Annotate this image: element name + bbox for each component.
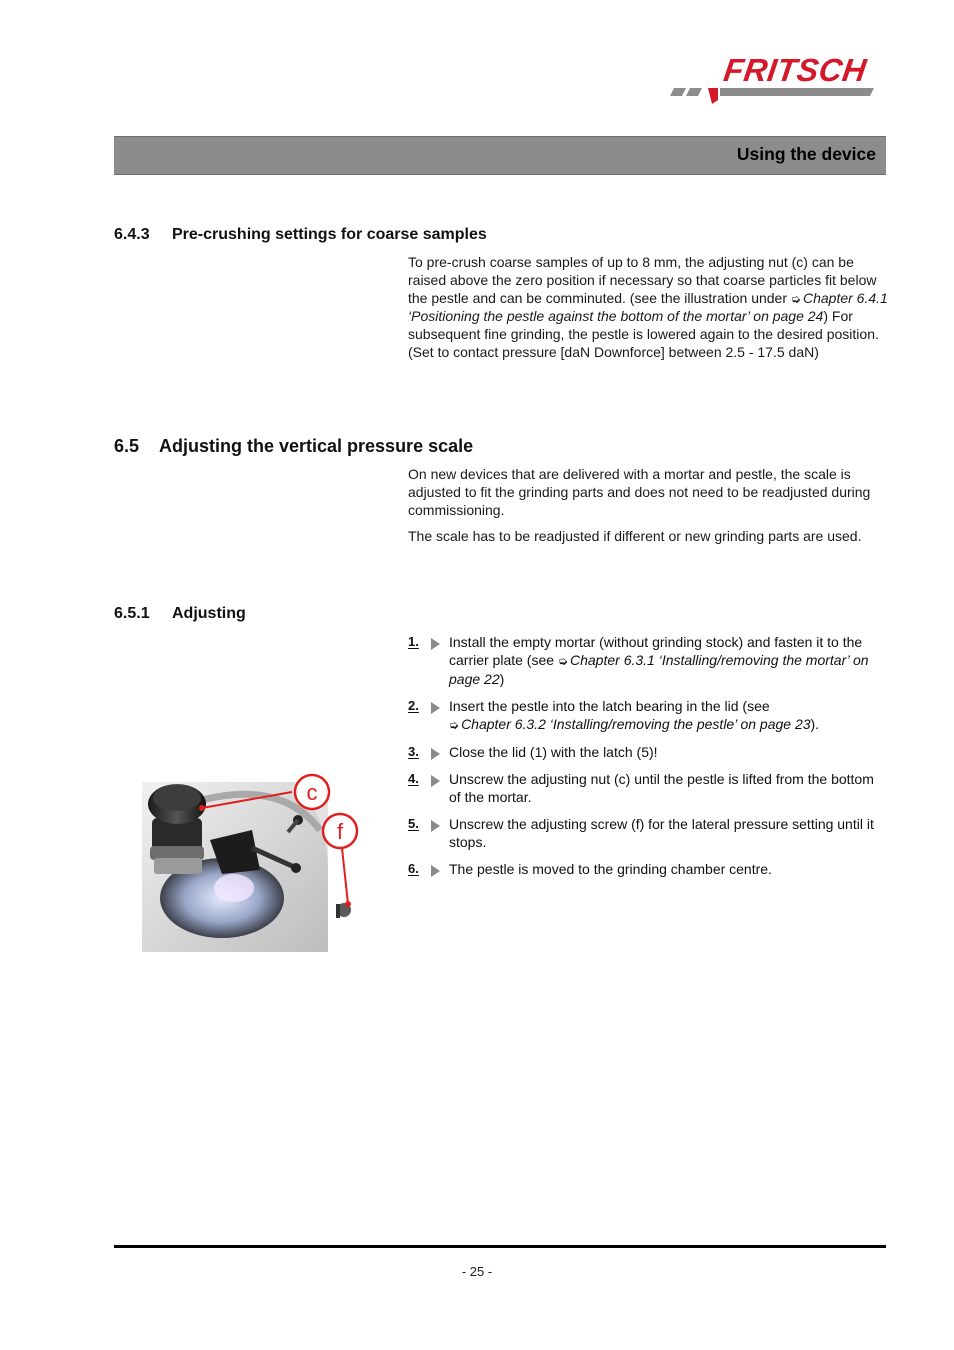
logo-wordmark: FRITSCH [721,52,869,88]
step-3 [408,743,888,761]
section-6-5-body [408,466,888,555]
heading-number: 6.5.1 [114,605,150,622]
logo-stripes-icon [668,86,890,112]
step-number-label: 5. [408,816,419,831]
paragraph: The scale has to be readjusted if different or new grinding parts are used. [408,528,862,545]
heading-number: 6.4.3 [114,226,150,243]
step-1 [408,633,888,688]
heading-6-5 [114,436,473,457]
step-arrow-icon [431,702,440,714]
step-number-label: 4. [408,771,419,786]
heading-6-4-3 [114,226,487,244]
step-arrow-icon [431,865,440,877]
chapter-title: Using the device [736,144,876,164]
step-4 [408,770,888,806]
text: Insert the pestle into the latch bearing in the lid (see [449,698,770,714]
fritsch-logo [668,52,890,112]
step-text: The pestle is moved to the grinding chamber centre. [449,861,772,877]
step-arrow-icon [431,748,440,760]
cross-reference-link[interactable]: Chapter 6.3.1 ‘Installing/removing the mortar’ on page 22 [449,652,869,687]
xref-arrow-icon: ➭ [449,718,460,732]
heading-6-5-1 [114,605,246,623]
page-number: - 25 - [461,1264,493,1279]
step-5 [408,815,888,851]
step-arrow-icon [431,775,440,787]
step-number-label: 3. [408,744,419,759]
paragraph: On new devices that are delivered with a mortar and pestle, the scale is adjusted to fit the grinding parts and does not need to be readjusted during commissioning. [408,466,871,518]
section-6-4-3-body [408,254,888,371]
step-text: Close the lid (1) with the latch (5)! [449,744,658,760]
cross-reference-link[interactable]: Chapter 6.3.2 ‘Installing/removing the pestle’ on page 23 [461,716,811,732]
text: Install the empty mortar (without grinding stock) and fasten it to the carrier plate (see [449,634,863,668]
callout-f-line [342,848,348,904]
step-number [408,815,449,833]
text: ) [499,671,505,687]
step-2 [408,697,888,734]
text: To pre-crush coarse samples of up to 8 mm, the adjusting nut (c) can be raised above the zero position if necessary so that coarse particles fit below the pestle and can be comminuted. (see the illustration under [408,254,877,306]
step-number [408,633,449,651]
step-text: Unscrew the adjusting nut (c) until the pestle is lifted from the bottom of the mortar. [449,771,874,805]
chapter-header-band [114,136,886,175]
step-number [408,770,449,788]
step-text: Unscrew the adjusting screw (f) for the lateral pressure setting until it stops. [449,816,874,850]
heading-text: Adjusting [172,605,246,622]
step-number-label: 1. [408,634,419,649]
heading-text: Pre-crushing settings for coarse samples [172,226,487,243]
step-number-label: 6. [408,861,419,876]
step-number [408,697,449,715]
callout-c-dot [199,805,205,811]
step-text [449,697,888,734]
xref-arrow-icon: ➭ [790,291,801,306]
callout-f-label: f [336,819,344,844]
heading-text: Adjusting the vertical pressure scale [159,436,474,456]
instruction-steps [408,633,888,887]
text: ) For subsequent fine grinding, the pestle is lowered again to the desired position. (Set to contact pressure [daN Downforce] between 2.5 - 17.5 daN) [408,308,879,360]
callout-f-dot [345,901,351,907]
step-arrow-icon [431,638,440,650]
step-text [449,633,888,688]
step-6 [408,860,888,878]
step-number-label: 2. [408,698,419,713]
heading-number: 6.5 [114,436,140,456]
cross-reference-link[interactable]: Chapter 6.4.1 ‘Positioning the pestle against the bottom of the mortar’ on page 24 [408,289,888,325]
footer-rule [114,1245,886,1248]
callout-c-label: c [306,780,318,805]
step-number [408,860,449,878]
text: ). [810,716,820,732]
paragraph [408,254,888,362]
step-arrow-icon [431,820,440,832]
step-number [408,743,449,761]
device-photo-illustration [142,770,362,952]
xref-arrow-icon: ➭ [557,654,568,668]
